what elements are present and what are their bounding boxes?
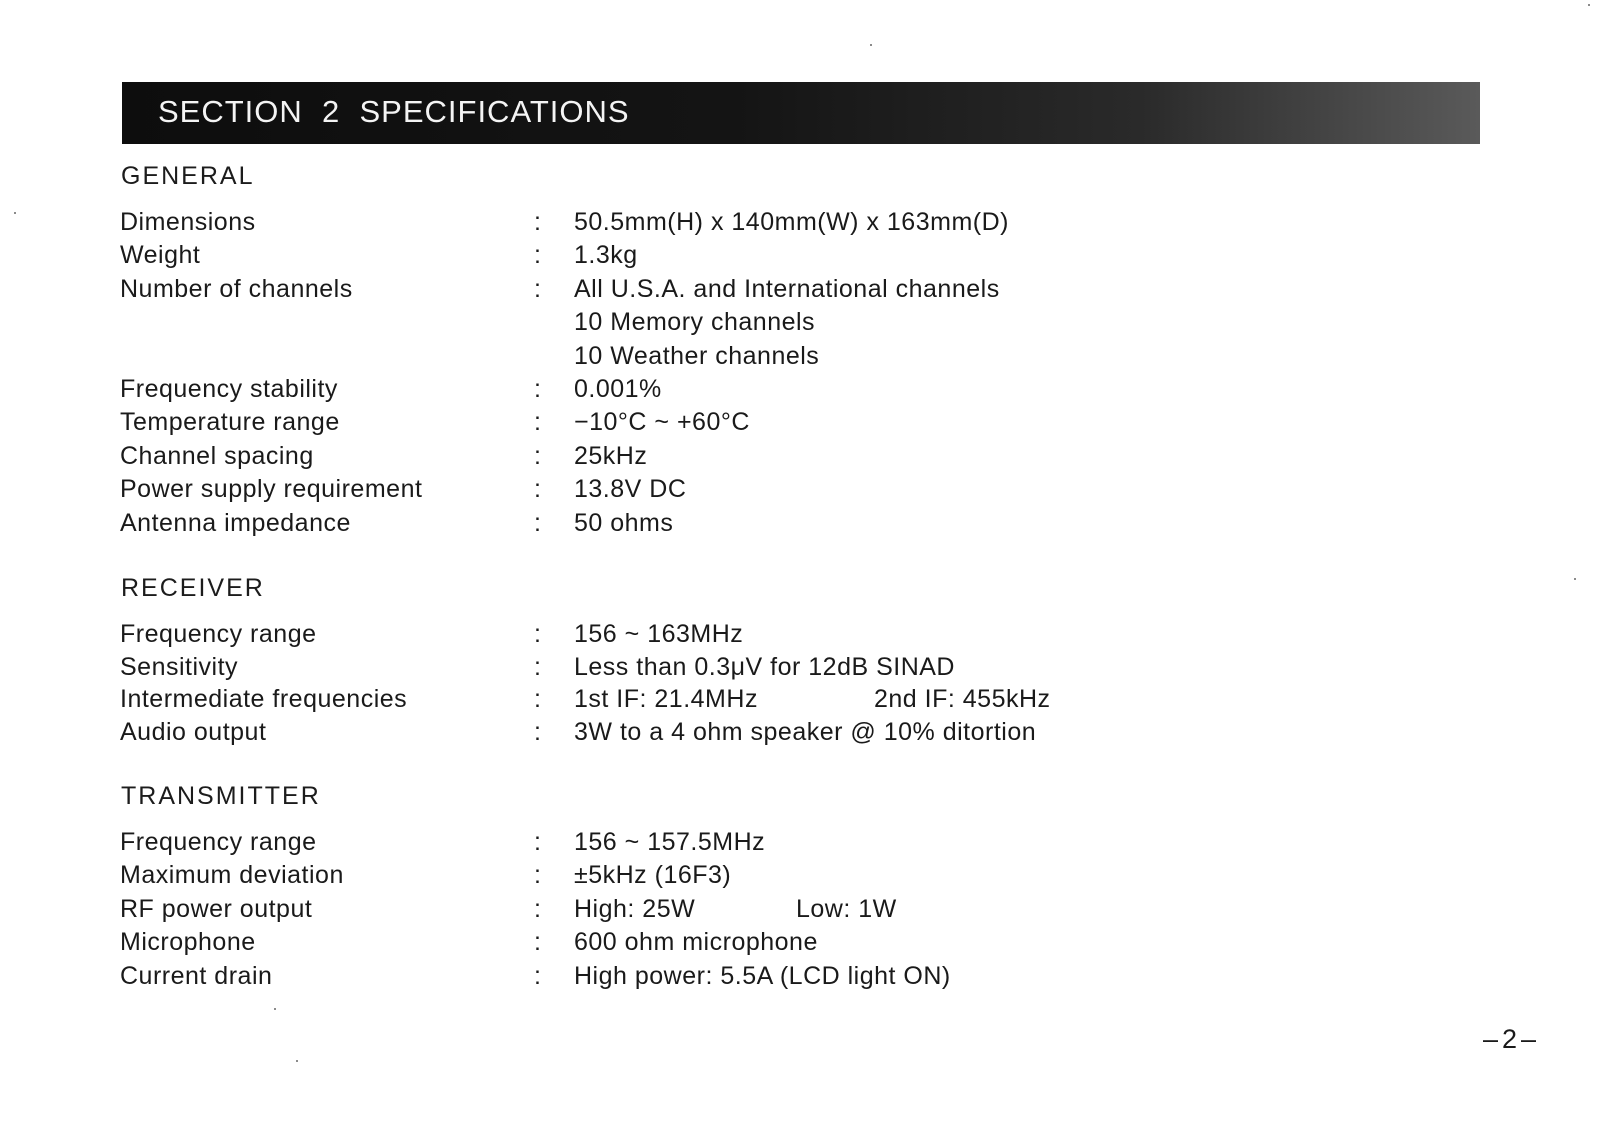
spec-colon: : bbox=[534, 408, 541, 437]
spec-value: 10 Memory channels bbox=[574, 308, 816, 337]
spec-value: 0.001% bbox=[574, 374, 662, 403]
spec-row bbox=[0, 895, 1600, 928]
spec-label: Frequency stability bbox=[120, 374, 338, 403]
spec-colon: : bbox=[534, 241, 541, 270]
page-title: SECTION 2 SPECIFICATIONS bbox=[158, 94, 630, 129]
spec-value: 25kHz bbox=[574, 441, 648, 470]
spec-label: Frequency range bbox=[120, 828, 317, 856]
spec-row bbox=[0, 962, 1600, 995]
spec-colon: : bbox=[534, 374, 541, 403]
spec-value: Less than 0.3μV for 12dB SINAD bbox=[574, 652, 955, 681]
spec-value-secondary: Low: 1W bbox=[796, 894, 897, 923]
page-number: –2– bbox=[1483, 1024, 1541, 1054]
spec-value-secondary: 2nd IF: 455kHz bbox=[874, 685, 1051, 713]
spec-label: Maximum deviation bbox=[120, 861, 344, 890]
spec-label: Number of channels bbox=[120, 274, 353, 303]
spec-label: Power supply requirement bbox=[120, 475, 423, 504]
spec-value: ±5kHz (16F3) bbox=[574, 861, 732, 890]
spec-value: 13.8V DC bbox=[574, 475, 687, 504]
spec-value: 600 ohm microphone bbox=[574, 928, 818, 957]
spec-colon: : bbox=[534, 717, 541, 746]
spec-label: Channel spacing bbox=[120, 441, 314, 470]
spec-label: Temperature range bbox=[120, 408, 340, 437]
receiver-spec-list bbox=[0, 620, 1600, 750]
spec-label: Dimensions bbox=[120, 208, 256, 236]
spec-colon: : bbox=[534, 961, 541, 990]
spec-value: 3W to a 4 ohm speaker @ 10% ditortion bbox=[574, 717, 1037, 746]
transmitter-heading: TRANSMITTER bbox=[121, 782, 321, 810]
spec-colon: : bbox=[534, 828, 541, 856]
spec-row bbox=[0, 718, 1600, 751]
spec-colon: : bbox=[534, 441, 541, 470]
spec-row bbox=[0, 408, 1600, 441]
scan-speck bbox=[296, 1060, 298, 1062]
spec-colon: : bbox=[534, 928, 541, 957]
spec-row bbox=[0, 308, 1600, 341]
transmitter-spec-list bbox=[0, 828, 1600, 995]
spec-value: 10 Weather channels bbox=[574, 341, 820, 370]
spec-row bbox=[0, 442, 1600, 475]
spec-row bbox=[0, 275, 1600, 308]
scan-speck bbox=[1588, 4, 1590, 6]
general-spec-list bbox=[0, 208, 1600, 542]
spec-label: RF power output bbox=[120, 894, 313, 923]
spec-row bbox=[0, 375, 1600, 408]
spec-row bbox=[0, 208, 1600, 241]
spec-row bbox=[0, 828, 1600, 861]
spec-label: Audio output bbox=[120, 717, 267, 746]
spec-colon: : bbox=[534, 894, 541, 923]
spec-colon: : bbox=[534, 685, 541, 713]
section-banner bbox=[122, 82, 1480, 144]
spec-row bbox=[0, 342, 1600, 375]
scan-speck bbox=[1574, 578, 1576, 580]
spec-colon: : bbox=[534, 475, 541, 504]
spec-value: 50.5mm(H) x 140mm(W) x 163mm(D) bbox=[574, 208, 1009, 236]
spec-row bbox=[0, 475, 1600, 508]
scan-speck bbox=[870, 44, 872, 46]
spec-label: Current drain bbox=[120, 961, 273, 990]
spec-row bbox=[0, 620, 1600, 653]
spec-label: Sensitivity bbox=[120, 652, 239, 681]
general-heading: GENERAL bbox=[121, 162, 255, 190]
spec-colon: : bbox=[534, 274, 541, 303]
spec-row bbox=[0, 509, 1600, 542]
scan-speck bbox=[14, 212, 16, 214]
spec-value: 156 ~ 157.5MHz bbox=[574, 828, 766, 856]
spec-value: High power: 5.5A (LCD light ON) bbox=[574, 961, 951, 990]
spec-row bbox=[0, 928, 1600, 961]
spec-colon: : bbox=[534, 208, 541, 236]
spec-label: Antenna impedance bbox=[120, 508, 351, 537]
spec-label: Intermediate frequencies bbox=[120, 685, 408, 713]
spec-value: 1st IF: 21.4MHz bbox=[574, 685, 758, 713]
spec-value: 50 ohms bbox=[574, 508, 674, 537]
spec-row bbox=[0, 861, 1600, 894]
spec-row bbox=[0, 653, 1600, 686]
spec-label: Weight bbox=[120, 241, 201, 270]
spec-label: Microphone bbox=[120, 928, 256, 957]
spec-value: 1.3kg bbox=[574, 241, 638, 270]
receiver-heading: RECEIVER bbox=[121, 574, 265, 602]
spec-value: −10°C ~ +60°C bbox=[574, 408, 750, 437]
spec-colon: : bbox=[534, 652, 541, 681]
spec-colon: : bbox=[534, 620, 541, 648]
spec-colon: : bbox=[534, 861, 541, 890]
spec-value: 156 ~ 163MHz bbox=[574, 620, 744, 648]
scan-speck bbox=[274, 1008, 276, 1010]
spec-value: All U.S.A. and International channels bbox=[574, 274, 1000, 303]
spec-value: High: 25W bbox=[574, 894, 696, 923]
spec-colon: : bbox=[534, 508, 541, 537]
spec-row bbox=[0, 241, 1600, 274]
spec-row bbox=[0, 685, 1600, 718]
spec-label: Frequency range bbox=[120, 620, 317, 648]
